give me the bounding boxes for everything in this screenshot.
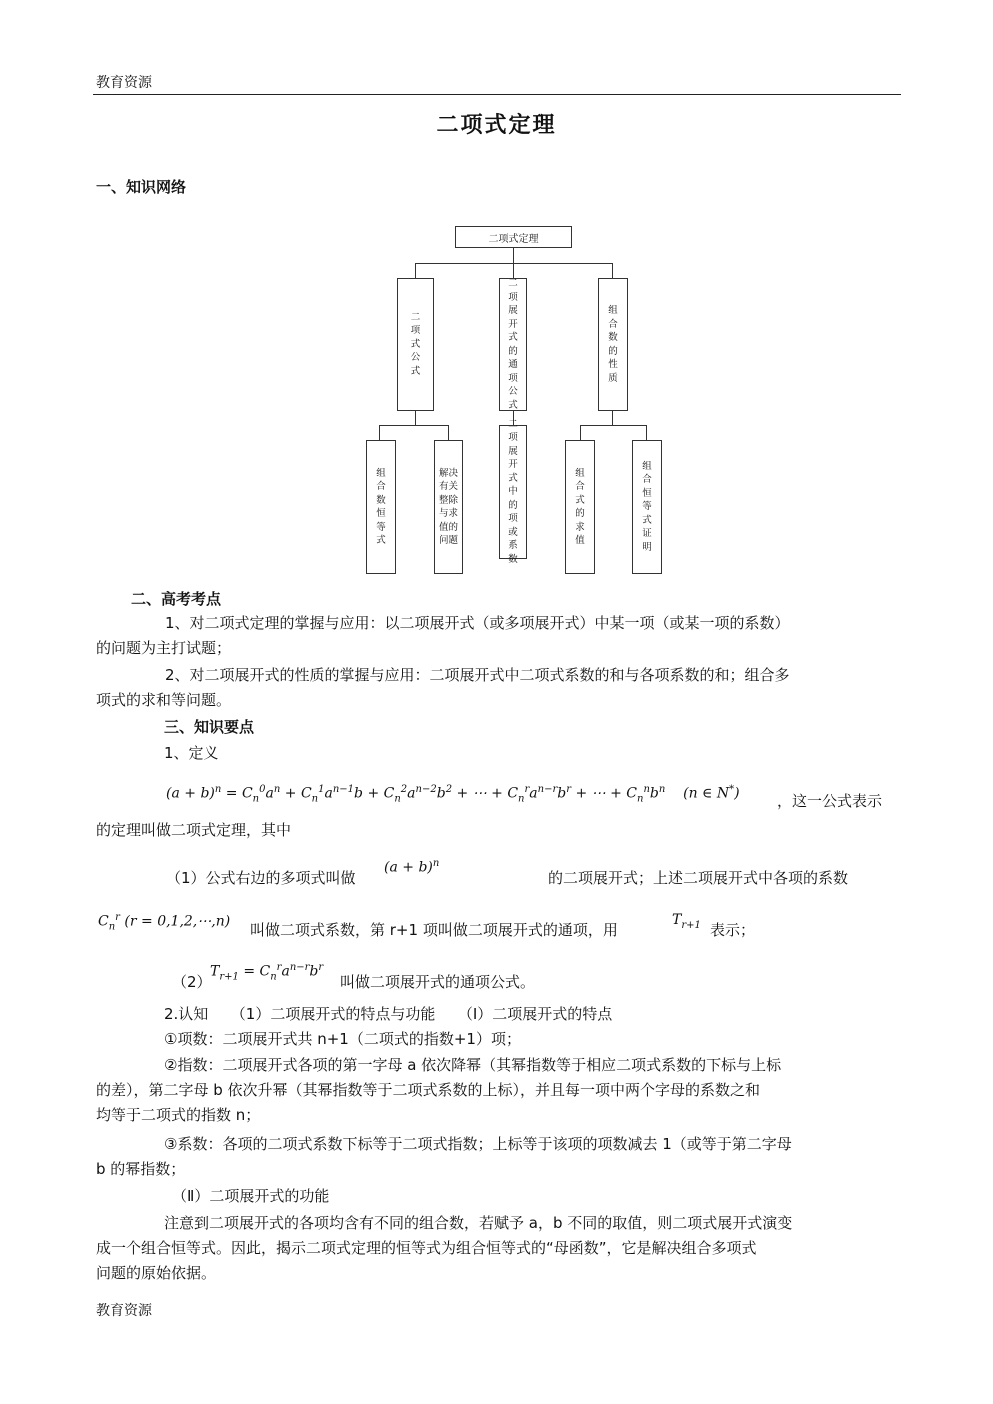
diagram-node-label: 组合式的求值 — [575, 467, 585, 546]
diagram-node-label: 组合恒等式证明 — [642, 460, 652, 553]
definition-label: 1、定义 — [164, 744, 219, 762]
diagram-connector — [379, 425, 449, 426]
diagram-connector — [415, 411, 416, 425]
diagram-connector — [612, 411, 613, 425]
diagram-node-term-coefficient — [499, 418, 527, 565]
diagram-node-binomial-formula — [397, 278, 434, 411]
section2-heading: 二、高考考点 — [131, 590, 222, 608]
section3-heading: 三、知识要点 — [164, 718, 255, 736]
diagram-node-label: 解决有关整除与求值的问题 — [438, 467, 458, 546]
formula-continuation: 的定理叫做二项式定理，其中 — [96, 821, 292, 839]
diagram-connector — [646, 425, 647, 440]
function-text-b: 成一个组合恒等式。因此，揭示二项式定理的恒等式为组合恒等式的“母函数”，它是解决组合多项式 — [96, 1239, 757, 1257]
diagram-connector — [415, 263, 416, 278]
diagram-connector — [379, 425, 380, 440]
diagram-connector — [513, 248, 514, 263]
header-rule — [93, 94, 901, 95]
feature-coefficient-a: ③系数：各项的二项式系数下标等于二项式指数；上标等于该项的项数减去 1（或等于第二字母 — [164, 1135, 792, 1153]
item1b-suffix: 表示； — [710, 921, 756, 939]
item1b-mid: 叫做二项式系数，第 r+1 项叫做二项展开式的通项，用 — [250, 921, 618, 939]
diagram-node-label: 二项式公式 — [410, 311, 421, 377]
page-header-text: 教育资源 — [96, 75, 152, 91]
feature-exponent-a: ②指数：二项展开式各项的第一字母 a 依次降幂（其幂指数等于相应二项式系数的下标与上标 — [164, 1056, 782, 1074]
item1-prefix: （1）公式右边的多项式叫做 — [166, 869, 356, 887]
page-footer-text: 教育资源 — [96, 1303, 152, 1319]
diagram-node-combination-evaluate — [565, 440, 595, 574]
formula-suffix: ，这一公式表示 — [777, 792, 883, 810]
item1-suffix: 的二项展开式；上述二项展开式中各项的系数 — [548, 869, 849, 887]
section2-item-1: 1、对二项式定理的掌握与应用：以二项展开式（或多项展开式）中某一项（或某一项的系数） — [165, 614, 790, 632]
diagram-connector — [448, 425, 449, 440]
diagram-node-divisibility — [434, 440, 463, 574]
diagram-node-label: 二项展开式中的项或系数 — [508, 418, 518, 565]
diagram-node-label: 组合数恒等式 — [376, 467, 386, 546]
diagram-node-combination-identity — [366, 440, 396, 574]
page-title: 二项式定理 — [436, 113, 557, 138]
function-heading: （Ⅱ）二项展开式的功能 — [172, 1187, 330, 1205]
feature-exponent-b: 的差），第二字母 b 依次升幂（其幂指数等于二项式系数的上标），并且每一项中两个字母的系数之和 — [96, 1081, 761, 1099]
diagram-connector — [513, 263, 514, 278]
recognition-line: 2.认知 （1）二项展开式的特点与功能 （Ⅰ）二项展开式的特点 — [164, 1005, 613, 1023]
function-text-a: 注意到二项展开式的各项均含有不同的组合数，若赋予 a，b 不同的取值，则二项式展开式演变 — [164, 1214, 793, 1232]
item2-suffix: 叫做二项展开式的通项公式。 — [340, 973, 536, 991]
diagram-connector — [580, 425, 647, 426]
section1-heading: 一、知识网络 — [96, 178, 187, 196]
diagram-node-general-term — [499, 278, 527, 411]
math-general-term: $T_{r+1} = C_n^ra^{n-r}b^r$ — [210, 962, 324, 983]
math-a-plus-b-n: $(a + b)^n$ — [384, 858, 440, 876]
diagram-connector — [580, 425, 581, 440]
section2-item-1-cont: 的问题为主打试题； — [96, 639, 232, 657]
function-text-c: 问题的原始依据。 — [96, 1264, 217, 1282]
diagram-node-combination-properties — [598, 278, 628, 411]
diagram-node-label: 二项展开式的通项公式 — [508, 278, 518, 411]
feature-term-count: ①项数：二项展开式共 n+1（二项式的指数+1）项； — [164, 1030, 521, 1048]
diagram-connector — [415, 263, 613, 264]
section2-item-2-cont: 项式的求和等问题。 — [96, 691, 232, 709]
math-t-r-plus-1: $T_{r+1}$ — [672, 912, 701, 931]
diagram-root-box: 二项式定理 — [455, 226, 572, 248]
item2-prefix: （2） — [172, 973, 212, 991]
feature-exponent-c: 均等于二项式的指数 n； — [96, 1106, 261, 1124]
binomial-theorem-formula: $(a + b)^n = C_n^0a^n + C_n^1a^{n-1}b + C_n^2a^{n-2}b^2$ + ⋯ + $C_n^ra^{n-r}b^r$ + ⋯ + $C_n^nb^n$ (n ∈ N*) — [166, 784, 740, 805]
feature-coefficient-b: b 的幂指数； — [96, 1160, 186, 1178]
diagram-node-identity-proof — [632, 440, 662, 574]
math-c-n-r: $C_n^r$ (r = 0,1,2,⋯,n) — [98, 912, 231, 933]
diagram-node-label: 组合数的性质 — [608, 305, 618, 384]
diagram-connector — [612, 263, 613, 278]
section2-item-2: 2、对二项展开式的性质的掌握与应用：二项展开式中二项式系数的和与各项系数的和；组合多 — [165, 666, 790, 684]
